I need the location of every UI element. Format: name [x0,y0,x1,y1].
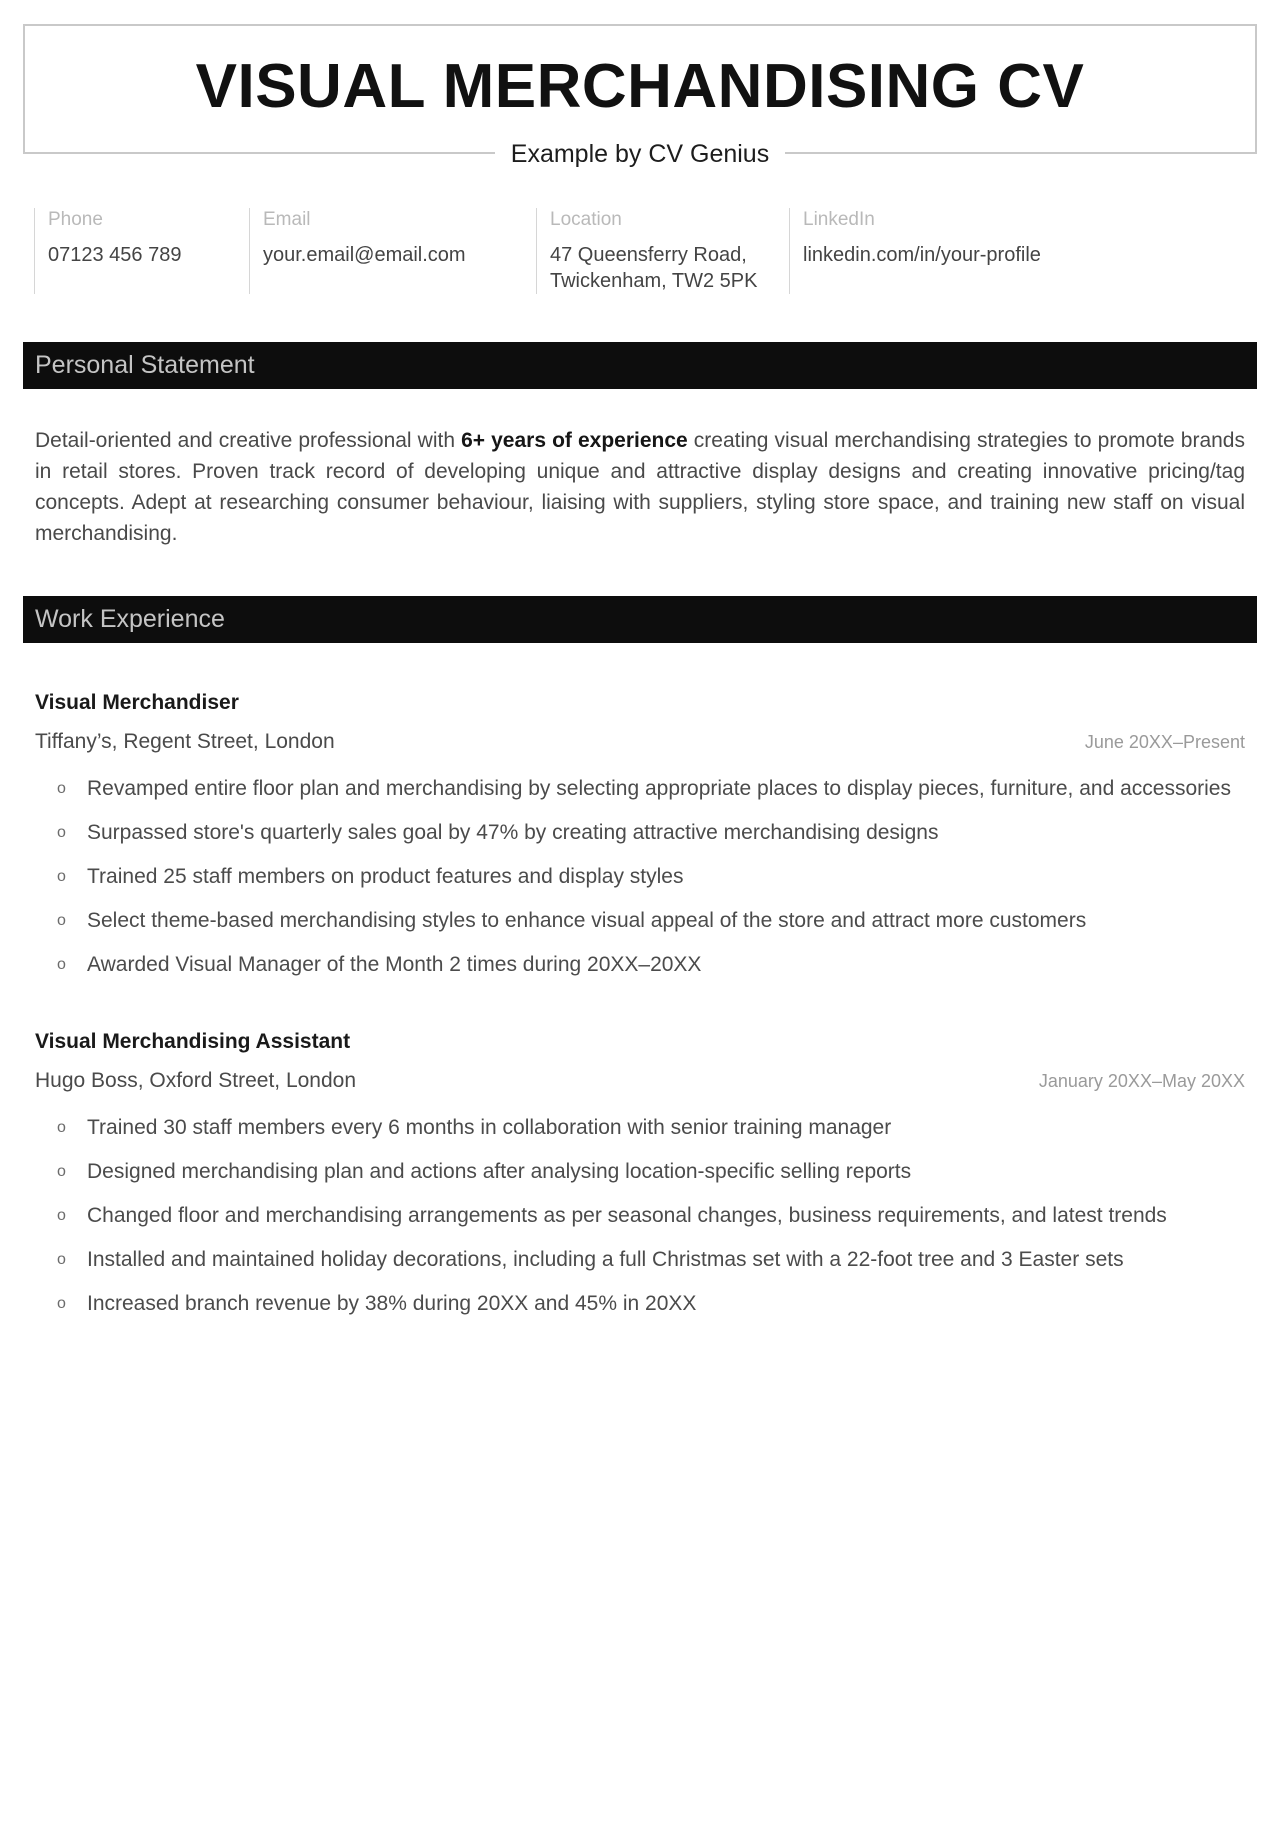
contact-value-email[interactable]: your.email@email.com [263,244,466,266]
bullet-marker-icon: o [57,956,66,973]
contact-item-email [249,208,536,294]
bullet-text: Trained 30 staff members every 6 months in collaboration with senior training manager [87,1116,892,1139]
bullet-marker-icon: o [57,1295,66,1312]
bullet-marker-icon: o [57,868,66,885]
job-bullet-item [35,818,1245,848]
bullet-text: Awarded Visual Manager of the Month 2 times during 20XX–20XX [87,953,702,976]
job-title: Visual Merchandiser [35,691,239,714]
contact-item-linkedin [789,208,1109,294]
job-bullet-item [35,862,1245,892]
bullet-text: Increased branch revenue by 38% during 20XX and 45% in 20XX [87,1292,697,1315]
bullet-text: Surpassed store's quarterly sales goal by 47% by creating attractive merchandising designs [87,821,939,844]
bullet-marker-icon: o [57,1163,66,1180]
bullet-text: Changed floor and merchandising arrangements as per seasonal changes, business requirements, and latest trends [87,1204,1167,1227]
job-bullet-item [35,1113,1245,1143]
contact-label-location: Location [550,209,622,230]
section-heading-work-experience: Work Experience [23,596,1257,643]
contact-label-email: Email [263,209,311,230]
job-bullet-item [35,906,1245,936]
job-bullet-item [35,774,1245,804]
job-title: Visual Merchandising Assistant [35,1030,351,1053]
job-bullet-item [35,1157,1245,1187]
cv-title: VISUAL MERCHANDISING CV [195,52,1085,121]
bullet-text: Installed and maintained holiday decorations, including a full Christmas set with a 22-foot tree and 3 Easter sets [87,1248,1124,1271]
byline-row [23,137,1257,171]
contact-label-linkedin: LinkedIn [803,209,875,230]
bullet-marker-icon: o [57,1119,66,1136]
cv-document-page [0,24,1280,1835]
job-meta-row [35,728,1245,756]
contact-label-phone: Phone [48,209,103,230]
section-heading-personal-statement: Personal Statement [23,342,1257,389]
contact-item-location [536,208,789,294]
bullet-marker-icon: o [57,1251,66,1268]
bullet-text: Designed merchandising plan and actions after analysing location-specific selling reports [87,1160,912,1183]
personal-statement-text [23,425,1257,549]
contact-item-phone [34,208,249,294]
job-bullet-item [35,950,1245,980]
bullet-marker-icon: o [57,912,66,929]
job-company: Tiffany’s, Regent Street, London [35,730,335,753]
contact-value-phone: 07123 456 789 [48,244,182,266]
job-bullet-list [35,774,1245,980]
statement-part-2: creating visual merchandising strategies to promote brands in retail stores. Proven track record of developing unique and attractive display designs and creating innovative pricing/tag concepts. Adept at researching consumer behaviour, liaising with suppliers, styling store space, and training new staff on visual merchandising. [35,429,1245,545]
job-bullet-list [35,1113,1245,1319]
job-company: Hugo Boss, Oxford Street, London [35,1069,357,1092]
work-experience-entry [23,1028,1257,1319]
bullet-marker-icon: o [57,780,66,797]
contact-value-linkedin[interactable]: linkedin.com/in/your-profile [803,244,1041,266]
byline-text: Example by CV Genius [495,137,785,171]
cv-header [23,24,1257,168]
bullet-text: Revamped entire floor plan and merchandising by selecting appropriate places to display pieces, furniture, and accessories [87,777,1231,800]
job-bullet-item [35,1289,1245,1319]
bullet-marker-icon: o [57,1207,66,1224]
contact-details-row [23,208,1257,294]
job-bullet-item [35,1201,1245,1231]
statement-bold-phrase: 6+ years of experience [461,429,688,452]
work-experience-entry [23,689,1257,980]
job-dates: June 20XX–Present [1084,732,1245,752]
bullet-text: Trained 25 staff members on product features and display styles [87,865,684,888]
bullet-text: Select theme-based merchandising styles to enhance visual appeal of the store and attract more customers [87,909,1087,932]
statement-part-1: Detail-oriented and creative professional with [35,429,462,452]
job-dates: January 20XX–May 20XX [1038,1071,1245,1091]
job-bullet-item [35,1245,1245,1275]
bullet-marker-icon: o [57,824,66,841]
job-meta-row [35,1067,1245,1095]
contact-value-location: 47 Queensferry Road, Twickenham, TW2 5PK [550,244,758,292]
